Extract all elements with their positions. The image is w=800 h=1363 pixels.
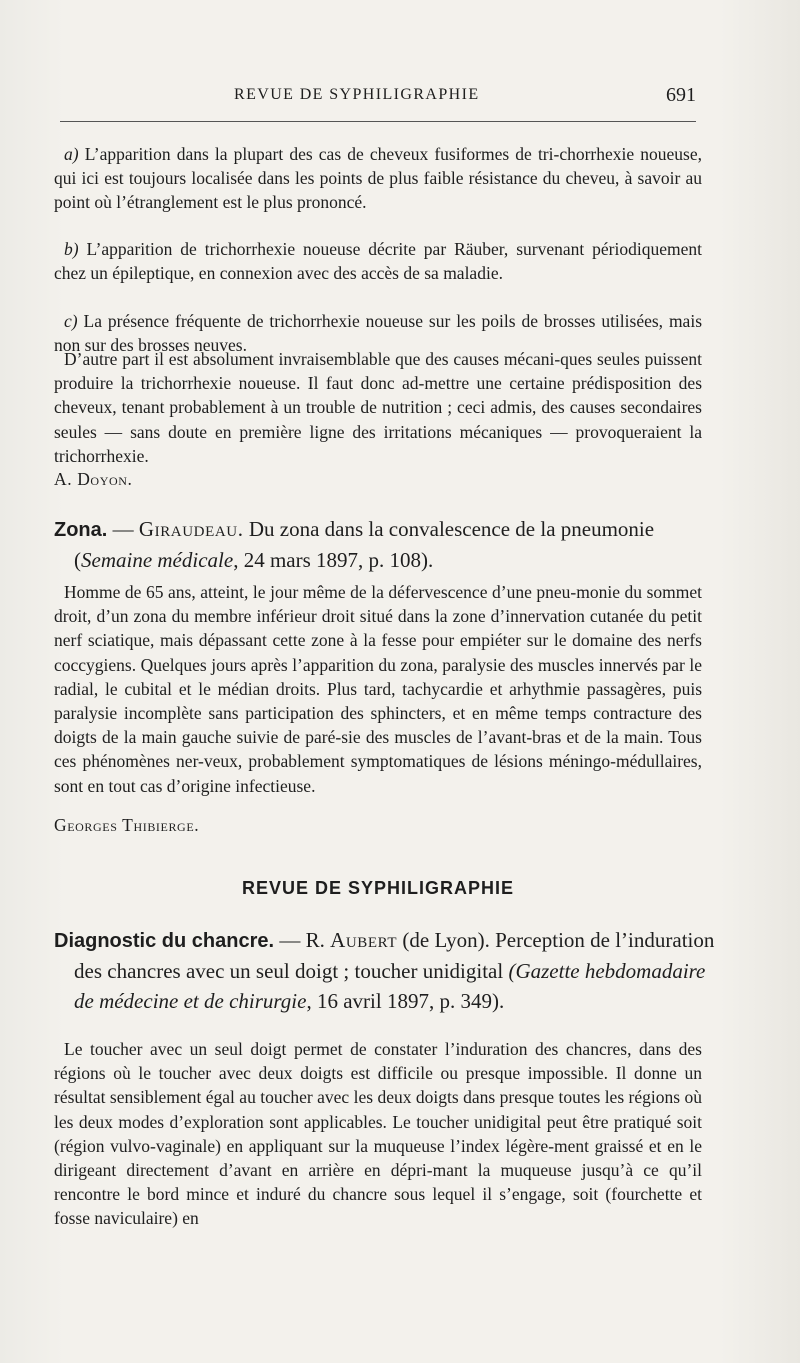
signature-thibierge: Georges Thibierge. bbox=[54, 815, 200, 835]
conclusion-paragraph: D’autre part il est absolument invraisemblable que des causes mécani-ques seules puissent produire la trichorrhexie noueuse. Il faut donc ad-mettre une certaine prédisposition des cheveux, tenant probablement à un trouble de nutrition ; ceci admis, des causes secondaires seules — sans doute en première ligne des irritations mécaniques — provoqueraient la trichorrhexie. bbox=[54, 349, 702, 466]
item-text: L’apparition dans la plupart des cas de cheveux fusiformes de tri-chorrhexie noueuse, qui ici est toujours localisée dans les points de plus faible résistance du cheveu, à savoir au point où l’étranglement est le plus prononcé. bbox=[54, 144, 702, 213]
item-marker: b) bbox=[64, 239, 79, 259]
journal-title: Semaine médicale bbox=[81, 548, 234, 572]
signature-doyon: A. Doyon. bbox=[54, 469, 133, 489]
item-text: La présence fréquente de trichorrhexie noueuse sur les poils de brosses utilisées, mais non sur des brosses neuves. bbox=[54, 311, 702, 356]
article-body-zona: Homme de 65 ans, atteint, le jour même de la défervescence d’une pneu-monie du sommet droit, d’un zona du membre inférieur droit situé dans la zone d’innervation cutanée du petit nerf sciatique, mais dépassant cette zone à la fesse pour empiéter sur le domaine des nerfs coccygiens. Quelques jours après l’apparition du zona, paralysie des muscles innervés par le radial, le cubital et le médian droits. Plus tard, tachycardie et arhythmie passagères, puis paralysie incomplète sans participation des sphincters, et en même temps contracture des doigts de la main gauche suivie de paré-sie des muscles de l’avant-bras et de la main. Tous ces phénomènes ner-veux, probablement symptomatiques de lésions méningo-médullaires, sont en tout cas d’origine infectieuse. bbox=[54, 582, 702, 796]
article-author: Aubert bbox=[330, 928, 398, 952]
article-title: (de Lyon). Perception de l’induration des chancres avec un seul doigt ; toucher unidigital bbox=[74, 928, 715, 983]
article-title: Du zona dans la convalescence de la pneumonie bbox=[243, 517, 655, 541]
item-text: L’apparition de trichorrhexie noueuse décrite par Räuber, survenant périodiquement chez un épileptique, en connexion avec des accès de sa maladie. bbox=[54, 239, 702, 284]
citation: , 24 mars 1897, p. 108). bbox=[233, 548, 434, 572]
article-heading-zona: Zona. — Giraudeau. Du zona dans la convalescence de la pneumonie (Semaine médicale, 24 mars 1897, p. 108). bbox=[54, 517, 655, 572]
article-heading-chancre: Diagnostic du chancre. — R. Aubert (de Lyon). Perception de l’induration des chancres avec un seul doigt ; toucher unidigital (Gazette hebdomadaire de médecine et de chirurgie, 16 avril 1897, p. 349). bbox=[54, 928, 715, 1013]
list-item-a bbox=[54, 142, 702, 215]
journal-title: (Gazette hebdomadaire de médecine et de chirurgie bbox=[74, 959, 706, 1013]
header-rule bbox=[60, 121, 696, 122]
section-title: REVUE DE SYPHILIGRAPHIE bbox=[241, 878, 515, 898]
article-subject: Zona. bbox=[54, 519, 108, 541]
article-author: Giraudeau. bbox=[138, 517, 244, 541]
list-item-b bbox=[54, 237, 702, 285]
citation: , 16 avril 1897, p. 349). bbox=[306, 989, 505, 1013]
running-header bbox=[54, 84, 702, 112]
running-title: REVUE DE SYPHILIGRAPHIE bbox=[234, 86, 480, 103]
item-marker: c) bbox=[64, 311, 78, 331]
article-body-chancre: Le toucher avec un seul doigt permet de constater l’induration des chancres, dans des régions où le toucher avec deux doigts est difficile ou presque impossible. Il donne un résultat sensiblement égal au toucher avec les deux doigts dans presque toutes les régions où les deux modes d’exploration sont applicables. Le toucher unidigital peut être pratiqué soit (région vulvo-vaginale) en appliquant sur la muqueuse l’index légère-ment graissé et en le dirigeant directement d’avant en arrière en dépri-mant la muqueuse jusqu’à ce qu’il rencontre le bord mince et induré du chancre sous lequel il s’engage, soit (fourchette et fosse naviculaire) en bbox=[54, 1039, 702, 1229]
author-prefix: R. bbox=[305, 928, 331, 952]
page-number: 691 bbox=[666, 84, 696, 106]
item-marker: a) bbox=[64, 144, 79, 164]
article-subject: Diagnostic du chancre. bbox=[54, 930, 275, 952]
